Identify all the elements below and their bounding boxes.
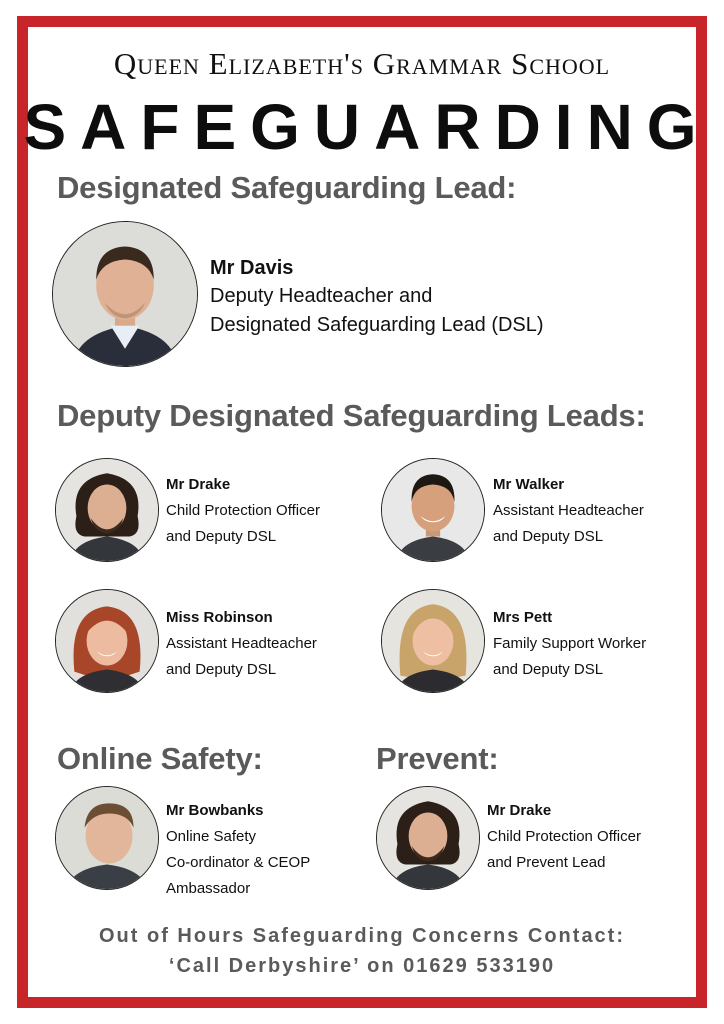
footer-line2: ‘Call Derbyshire’ on 01629 533190 — [168, 955, 556, 977]
dsl-details — [210, 254, 544, 340]
deputy-role-line1: Assistant Headteacher — [166, 635, 317, 652]
person-photo-icon — [56, 590, 158, 692]
person-photo-icon — [56, 459, 158, 561]
dsl-name: Mr Davis — [210, 257, 294, 279]
school-name: Queen Elizabeth's Grammar School — [113, 46, 611, 81]
deputy-details-robinson — [166, 605, 317, 683]
deputy-photo-drake — [55, 458, 159, 562]
deputy-details-walker — [493, 472, 644, 550]
deputy-role-line1: Child Protection Officer — [166, 502, 320, 519]
deputy-photo-walker — [381, 458, 485, 562]
prevent-role-line2: and Prevent Lead — [487, 854, 606, 871]
deputy-heading: Deputy Designated Safeguarding Leads: — [57, 398, 646, 433]
person-photo-icon — [56, 787, 158, 889]
prevent-name: Mr Drake — [487, 802, 552, 819]
deputy-role-line1: Assistant Headteacher — [493, 502, 644, 519]
dsl-role-line2: Designated Safeguarding Lead (DSL) — [210, 314, 544, 336]
deputy-details-pett — [493, 605, 646, 683]
online-safety-role-line3: Ambassador — [166, 880, 251, 897]
prevent-photo — [376, 786, 480, 890]
person-photo-icon — [382, 590, 484, 692]
deputy-name: Mr Walker — [493, 476, 565, 493]
dsl-role-line1: Deputy Headteacher and — [210, 285, 433, 307]
deputy-details-drake — [166, 472, 320, 550]
person-photo-icon — [53, 222, 197, 366]
deputy-photo-pett — [381, 589, 485, 693]
deputy-name: Mr Drake — [166, 476, 231, 493]
online-safety-role-line1: Online Safety — [166, 828, 257, 845]
deputy-name: Miss Robinson — [166, 609, 273, 626]
online-safety-name: Mr Bowbanks — [166, 802, 264, 819]
prevent-role-line1: Child Protection Officer — [487, 828, 641, 845]
deputy-role-line1: Family Support Worker — [493, 635, 647, 652]
person-photo-icon — [382, 459, 484, 561]
deputy-role-line2: and Deputy DSL — [493, 528, 604, 545]
online-safety-photo — [55, 786, 159, 890]
deputy-photo-robinson — [55, 589, 159, 693]
person-photo-icon — [377, 787, 479, 889]
poster-title: SAFEGUARDING — [23, 91, 711, 163]
footer-line1: Out of Hours Safeguarding Concerns Contact: — [98, 925, 626, 947]
deputy-role-line2: and Deputy DSL — [166, 661, 277, 678]
prevent-heading: Prevent: — [376, 741, 499, 776]
online-safety-details — [166, 798, 310, 902]
online-safety-role-line2: Co-ordinator & CEOP — [166, 854, 311, 871]
deputy-role-line2: and Deputy DSL — [166, 528, 277, 545]
online-safety-heading: Online Safety: — [57, 741, 263, 776]
dsl-photo — [52, 221, 198, 367]
dsl-heading: Designated Safeguarding Lead: — [57, 170, 517, 205]
prevent-details — [487, 798, 641, 876]
deputy-role-line2: and Deputy DSL — [493, 661, 604, 678]
deputy-name: Mrs Pett — [493, 609, 553, 626]
